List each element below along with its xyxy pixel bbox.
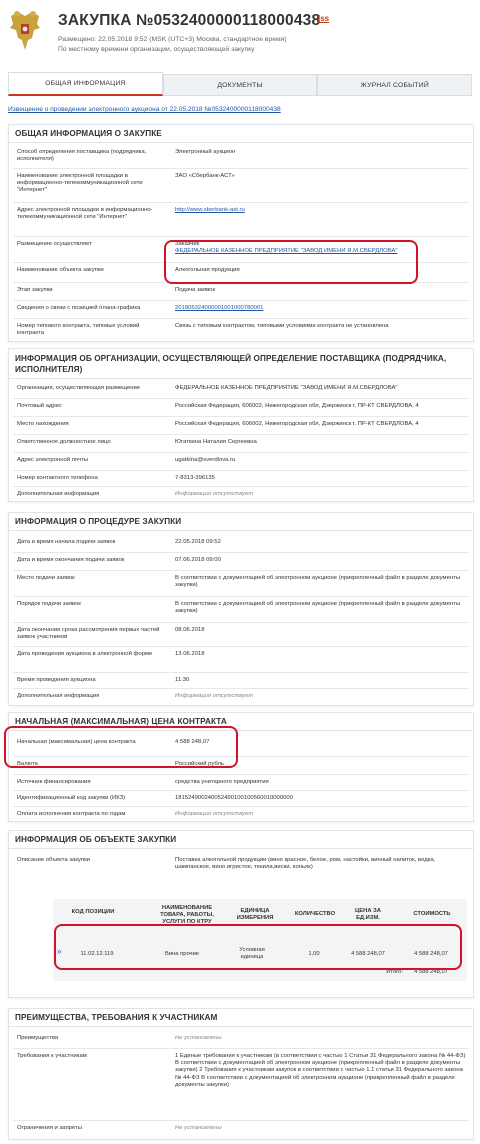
info-row: Дата окончания срока рассмотрения первых частей заявок участников 08.06.2018 <box>13 623 469 647</box>
notice-link[interactable]: Извещение о проведении электронного аукциона от 22.05.2018 №0532400000118000438 <box>8 106 281 113</box>
info-row: Дополнительная информация Информация отсутствует <box>17 491 254 497</box>
info-row: Валюта Российский рубль <box>13 757 469 775</box>
price-section <box>8 712 474 822</box>
info-row: Оплата исполнения контракта по годам Информация отсутствует <box>17 811 254 817</box>
info-row: Источник финансирования средства унитарного предприятия <box>13 775 469 791</box>
section-title: ИНФОРМАЦИЯ О ПРОЦЕДУРЕ ЗАКУПКИ <box>9 513 473 531</box>
section-title: ИНФОРМАЦИЯ ОБ ОРГАНИЗАЦИИ, ОСУЩЕСТВЛЯЮЩЕЙ ОПРЕДЕЛЕНИЕ ПОСТАВЩИКА (ПОДРЯДЧИКА, ИСПОЛНИТЕЛЯ) <box>9 349 473 379</box>
section-title: ПРЕИМУЩЕСТВА, ТРЕБОВАНИЯ К УЧАСТНИКАМ <box>9 1009 473 1027</box>
section-title: НАЧАЛЬНАЯ (МАКСИМАЛЬНАЯ) ЦЕНА КОНТРАКТА <box>9 713 473 731</box>
col-header: ЕДИНИЦА ИЗМЕРЕНИЯ <box>236 908 274 921</box>
chevron-down-icon[interactable]: » <box>57 947 62 956</box>
section-title: ОБЩАЯ ИНФОРМАЦИЯ О ЗАКУПКЕ <box>9 125 473 143</box>
info-row: Адрес электронной площадки в информационно-телекоммуникационной сети "Интернет" http://www.sberbank-ast.ru <box>13 203 469 237</box>
tab-bar <box>8 72 472 98</box>
page-title: ЗАКУПКА №0532400000118000438 <box>58 12 321 29</box>
info-row: Номер типового контракта, типовых условий контракта Связь с типовым контрактом, типовыми условиями контракта не установлена <box>17 323 389 337</box>
table-cell: 1,00 <box>308 951 320 957</box>
info-row: Адрес электронной почты ugatkina@sverdlova.ru <box>13 453 469 471</box>
info-row: Место нахождения Российская Федерация, 606002, Нижегородская обл, Дзержинск г, ПР-КТ СВЕРДЛОВА, 4 <box>13 417 469 435</box>
info-row: Требования к участникам 1 Единые требования к участникам (в соответствии с частью 1 Статьи 31 Федерального закона № 44-ФЗ) В соответствии с документацией об электронном аукционе (прикрепленный файл в разделе документы закупки) 2 Требования к участникам закупок в соответствии с частью 1.1 статьи 31 Федерального закона № 44-ФЗ В соответствии с документацией об электронном аукционе (прикрепленный файл в разделе документы закупки) <box>13 1049 469 1121</box>
platform-url-link[interactable]: http://www.sberbank-ast.ru <box>175 207 245 213</box>
tab-documents[interactable]: ДОКУМЕНТЫ <box>163 74 318 96</box>
info-row: Этап закупки Подача заявок <box>13 283 469 301</box>
info-row: Дополнительная информация Информация отсутствует <box>17 693 254 699</box>
badge-link[interactable]: Iss <box>318 14 330 23</box>
info-row: Начальная (максимальная) цена контракта 4 588 248,07 <box>13 735 469 757</box>
general-info-section <box>8 124 474 342</box>
table-cell: 4 588 248,07 <box>414 951 448 957</box>
info-row: Организация, осуществляющая размещение ФЕДЕРАЛЬНОЕ КАЗЕННОЕ ПРЕДПРИЯТИЕ "ЗАВОД ИМЕНИ Я.М.СВЕРДЛОВА" <box>13 381 469 399</box>
info-row: Способ определения поставщика (подрядчика, исполнителя) Электронный аукцион <box>13 145 469 169</box>
info-row: Ответственное должностное лицо Югаткина Наталия Сергеевна <box>13 435 469 453</box>
info-row: Почтовый адрес Российская Федерация, 606002, Нижегородская обл, Дзержинск г, ПР-КТ СВЕРДЛОВА, 4 <box>13 399 469 417</box>
col-header: КОЛИЧЕСТВО <box>294 911 336 917</box>
local-time-note: По местному времени организации, осуществляющей закупку <box>58 46 255 53</box>
info-row: Дата проведения аукциона в электронной форме 13.06.2018 <box>13 647 469 673</box>
col-header: ЦЕНА ЗА ЕД.ИЗМ. <box>355 908 381 921</box>
items-table <box>53 899 467 981</box>
total-label: Итого: <box>386 969 403 975</box>
page-header <box>0 0 480 62</box>
table-cell: 11.02.12.119 <box>80 951 114 957</box>
info-row: Преимущества Не установлены <box>13 1031 469 1049</box>
plan-schedule-link[interactable]: 201805324000001001000780001 <box>175 305 264 311</box>
tab-event-log[interactable]: ЖУРНАЛ СОБЫТИЙ <box>317 74 472 96</box>
col-header: КОД ПОЗИЦИИ <box>71 909 115 915</box>
section-title: ИНФОРМАЦИЯ ОБ ОБЪЕКТЕ ЗАКУПКИ <box>9 831 473 849</box>
col-header: НАИМЕНОВАНИЕ ТОВАРА, РАБОТЫ, УСЛУГИ ПО КТРУ <box>160 905 214 925</box>
info-row: Сведения о связи с позицией плана-графика 201805324000001001000780001 <box>13 301 469 319</box>
advantages-section <box>8 1008 474 1140</box>
customer-link[interactable]: ФЕДЕРАЛЬНОЕ КАЗЕННОЕ ПРЕДПРИЯТИЕ "ЗАВОД ИМЕНИ Я.М.СВЕРДЛОВА" <box>175 248 398 255</box>
coat-of-arms-icon <box>8 10 42 54</box>
info-row: Ограничения и запреты Не установлены <box>17 1125 222 1131</box>
info-row: Описание объекта закупки Поставка алкогольной продукции (вино красное, белое, ром, настойки, винный напиток, водка, шампанское, вино игристое, текила,виски, коньяк) <box>17 857 436 871</box>
total-value: 4 588 248,07 <box>414 969 448 975</box>
col-header: СТОИМОСТЬ <box>413 911 451 917</box>
info-row: Место подачи заявок В соответствии с документацией об электронном аукционе (прикрепленный файл в разделе документы закупки) <box>13 571 469 597</box>
object-section <box>8 830 474 998</box>
info-row: Дата и время начала подачи заявок 22.05.2018 09:52 <box>13 535 469 553</box>
table-cell: 4 588 248,07 <box>351 951 385 957</box>
info-row: Порядок подачи заявок В соответствии с документацией об электронном аукционе (прикрепленный файл в разделе документы закупки) <box>13 597 469 623</box>
info-row: Размещение осуществляет Заказчик ФЕДЕРАЛЬНОЕ КАЗЕННОЕ ПРЕДПРИЯТИЕ "ЗАВОД ИМЕНИ Я.М.СВЕРДЛОВА" <box>13 237 469 263</box>
tab-general-info[interactable]: ОБЩАЯ ИНФОРМАЦИЯ <box>8 72 163 96</box>
organization-section <box>8 348 474 502</box>
published-date: Размещено: 22.05.2018 9:52 (MSK (UTC+3) Москва, стандартное время) <box>58 36 287 43</box>
info-row: Дата и время окончания подачи заявок 07.06.2018 09:00 <box>13 553 469 571</box>
procedure-section <box>8 512 474 706</box>
table-cell: Условная единица <box>239 947 265 960</box>
table-cell: Вина прочие <box>164 951 200 957</box>
info-row: Идентификационный код закупки (ИКЗ) 181524900240052490100100560010000000 <box>13 791 469 807</box>
info-row: Номер контактного телефона 7-8313-396135 <box>13 471 469 487</box>
info-row: Наименование электронной площадки в информационно-телекоммуникационной сети "Интернет" ЗАО «Сбербанк-АСТ» <box>13 169 469 203</box>
info-row: Наименование объекта закупки Алкогольная продукция <box>13 263 469 283</box>
info-row: Время проведения аукциона 11:30 <box>13 673 469 689</box>
